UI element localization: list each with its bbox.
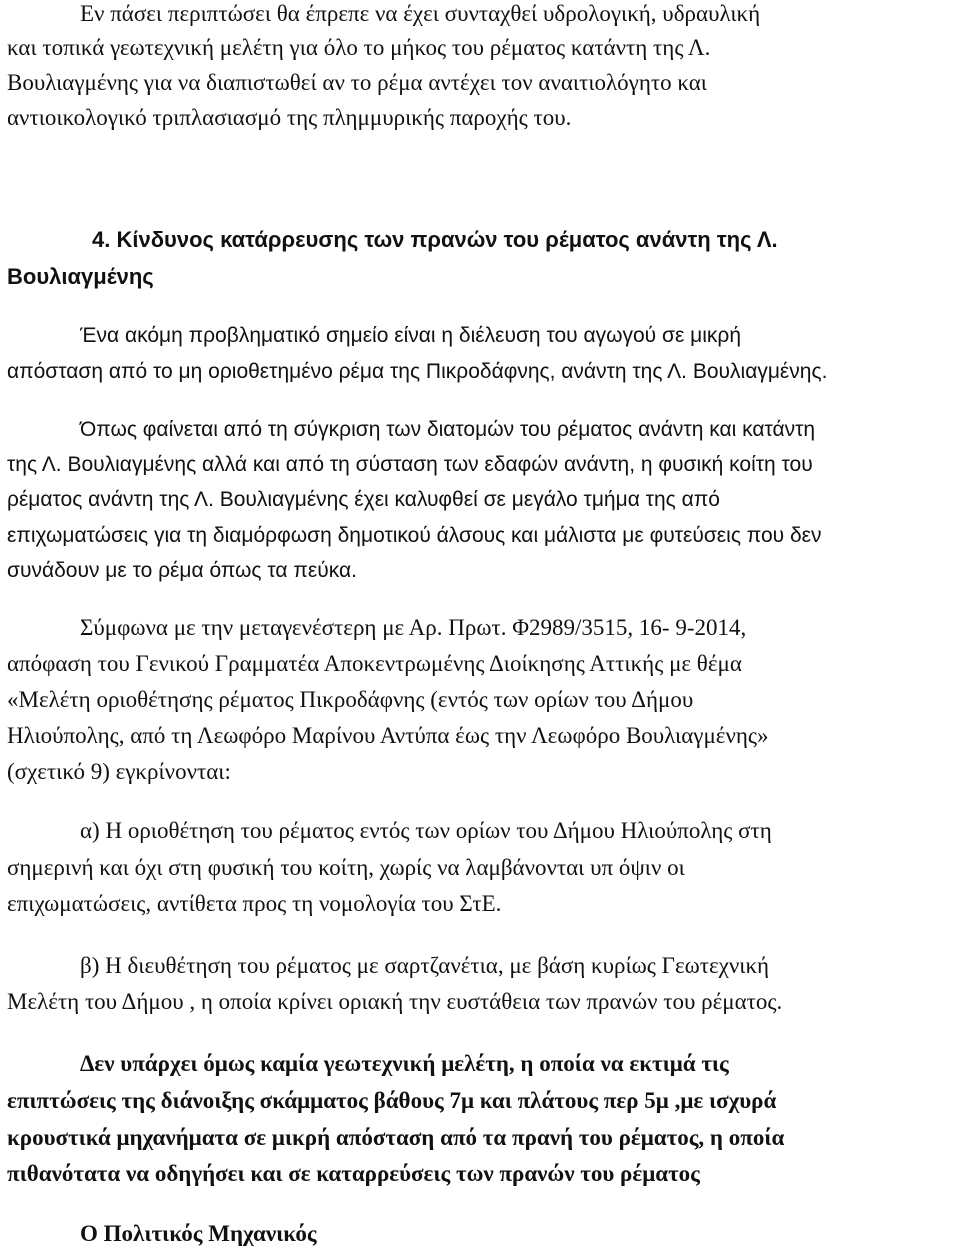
para2-line-2: της Λ. Βουλιαγμένης αλλά και από τη σύσταση των εδαφών ανάντη, η φυσική κοίτη του bbox=[7, 453, 813, 476]
para6-line-2: επιπτώσεις της διάνοιξης σκάμματος βάθους 7μ και πλάτους περ 5μ ,με ισχυρά bbox=[7, 1088, 777, 1113]
para5-line-1: β) Η διευθέτηση του ρέματος με σαρτζανέτια, με βάση κυρίως Γεωτεχνική bbox=[80, 953, 770, 978]
para3-line-3: «Μελέτη οριοθέτησης ρέματος Πικροδάφνης (εντός των ορίων του Δήμου bbox=[7, 687, 694, 712]
signature: Ο Πολιτικός Μηχανικός bbox=[80, 1221, 317, 1246]
intro-line-2: και τοπικά γεωτεχνική μελέτη για όλο το μήκος του ρέματος κατάντη της Λ. bbox=[7, 35, 711, 60]
section-heading: 4. Κίνδυνος κατάρρευσης των πρανών του ρέματος ανάντη της Λ. bbox=[92, 227, 778, 252]
para6-line-3: κρουστικά μηχανήματα σε μικρή απόσταση από τα πρανή του ρέματος, η οποία bbox=[7, 1125, 785, 1150]
para4-line-2: σημερινή και όχι στη φυσική του κοίτη, χωρίς να λαμβάνονται υπ όψιν οι bbox=[7, 855, 685, 880]
para6-line-1: Δεν υπάρχει όμως καμία γεωτεχνική μελέτη, η οποία να εκτιμά τις bbox=[80, 1051, 729, 1076]
para4-line-1: α) Η οριοθέτηση του ρέματος εντός των ορίων του Δήμου Ηλιούπολης στη bbox=[80, 818, 772, 843]
para1-line-1: Ένα ακόμη προβληματικό σημείο είναι η διέλευση του αγωγού σε μικρή bbox=[80, 324, 742, 347]
para2-line-4: επιχωματώσεις για τη διαμόρφωση δημοτικού άλσους και μάλιστα με φυτεύσεις που δεν bbox=[7, 524, 822, 547]
para3-line-1: Σύμφωνα με την μεταγενέστερη με Αρ. Πρωτ. Φ2989/3515, 16- 9-2014, bbox=[80, 615, 747, 640]
intro-line-4: αντιοικολογικό τριπλασιασμό της πλημμυρικής παροχής του. bbox=[7, 105, 572, 130]
para5-line-2: Μελέτη του Δήμου , η οποία κρίνει οριακή την ευστάθεια των πρανών του ρέματος. bbox=[7, 989, 783, 1014]
para3-line-4: Ηλιούπολης, από τη Λεωφόρο Μαρίνου Αντύπα έως την Λεωφόρο Βουλιαγμένης» bbox=[7, 723, 769, 748]
para3-line-5: (σχετικό 9) εγκρίνονται: bbox=[7, 759, 231, 784]
para2-line-3: ρέματος ανάντη της Λ. Βουλιαγμένης έχει καλυφθεί σε μεγάλο τμήμα της από bbox=[7, 488, 720, 511]
para2-line-5: συνάδουν με το ρέμα όπως τα πεύκα. bbox=[7, 559, 357, 582]
para4-line-3: επιχωματώσεις, αντίθετα προς τη νομολογία του ΣτΕ. bbox=[7, 891, 502, 916]
para2-line-1: Όπως φαίνεται από τη σύγκριση των διατομών του ρέματος ανάντη και κατάντη bbox=[80, 418, 816, 441]
para3-line-2: απόφαση του Γενικού Γραμματέα Αποκεντρωμένης Διοίκησης Αττικής με θέμα bbox=[7, 651, 742, 676]
para1-line-2: απόσταση από το μη οριοθετημένο ρέμα της Πικροδάφνης, ανάντη της Λ. Βουλιαγμένης. bbox=[7, 360, 828, 383]
section-heading-cont: Βουλιαγμένης bbox=[7, 264, 154, 289]
intro-line-3: Βουλιαγμένης για να διαπιστωθεί αν το ρέμα αντέχει τον αναιτιολόγητο και bbox=[7, 70, 707, 95]
intro-line-1: Εν πάσει περιπτώσει θα έπρεπε να έχει συνταχθεί υδρολογική, υδραυλική bbox=[80, 1, 761, 26]
para6-line-4: πιθανότατα να οδηγήσει και σε καταρρεύσεις των πρανών του ρέματος bbox=[7, 1161, 700, 1186]
